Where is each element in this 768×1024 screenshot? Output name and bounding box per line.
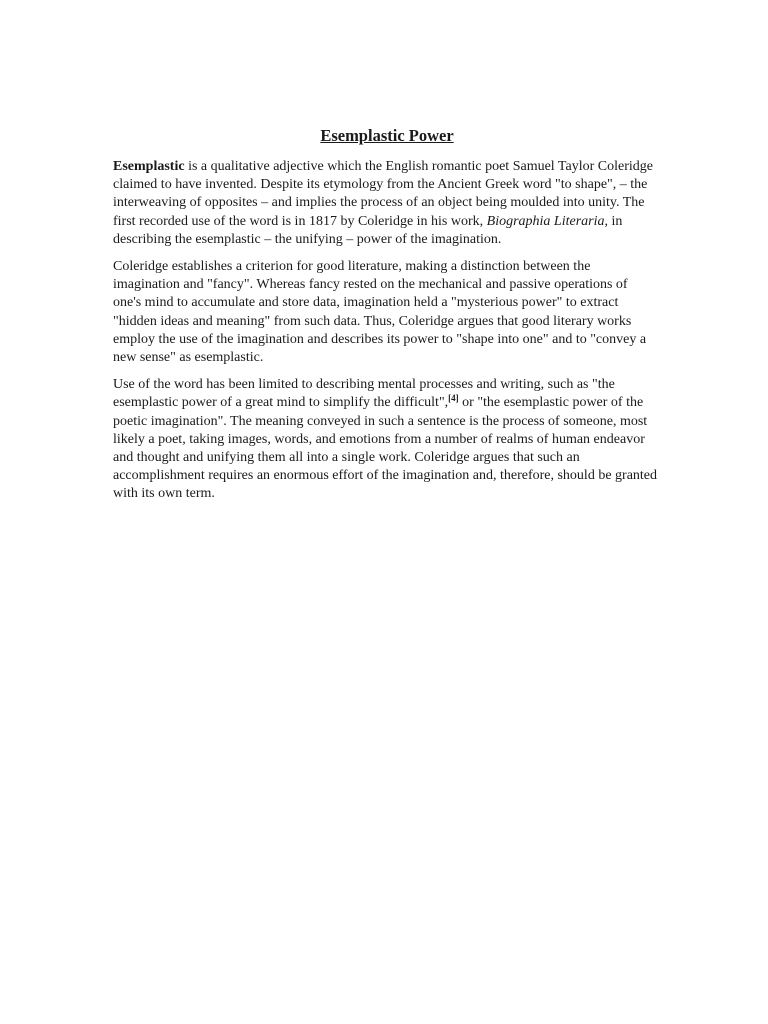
document-body — [113, 124, 658, 513]
paragraph-1-text-b: , in describing the esemplastic – the unifying – power of the imagination. — [113, 213, 623, 247]
paragraph-3 — [113, 376, 658, 503]
term-esemplastic: Esemplastic — [113, 159, 185, 174]
citation-link[interactable]: [4] — [448, 393, 459, 404]
paragraph-3-text-b: or "the esemplastic power of the poetic imagination". The meaning conveyed in such a sentence is the process of someone, most likely a poet, taking images, words, and emotions from a number of realms of human endeavor and thought and unifying them all into a single work. Coleridge argues that such an accomplishment requires an enormous effort of the imagination and, therefore, should be granted with its own term. — [113, 395, 658, 502]
work-title: Biographia Literaria — [486, 213, 605, 229]
paragraph-2: Coleridge establishes a criterion for good literature, making a distinction between the imagination and "fancy". Whereas fancy rested on the mechanical and passive operations of one's mind to accumulate and store data, imagination held a "mysterious power" to extract "hidden ideas and meaning" from such data. Thus, Coleridge argues that good literary works employ the use of the imagination and describes its power to "shape into one" and to "convey a new sense" as esemplastic. — [113, 259, 647, 366]
document-title: Esemplastic Power — [320, 126, 454, 145]
paragraph-1-text-a: is a qualitative adjective which the English romantic poet Samuel Taylor Coleridge claimed to have invented. Despite its etymology from the Ancient Greek word "to shape", – the interweaving of opposites – and implies the process of an object being moulded into unity. The first recorded use of the word is in 1817 by Coleridge in his work, — [113, 159, 653, 229]
paragraph-1 — [113, 158, 658, 249]
paragraph-3-text-a: Use of the word has been limited to describing mental processes and writing, such as "the esemplastic power of a great mind to simplify the difficult", — [113, 377, 615, 411]
